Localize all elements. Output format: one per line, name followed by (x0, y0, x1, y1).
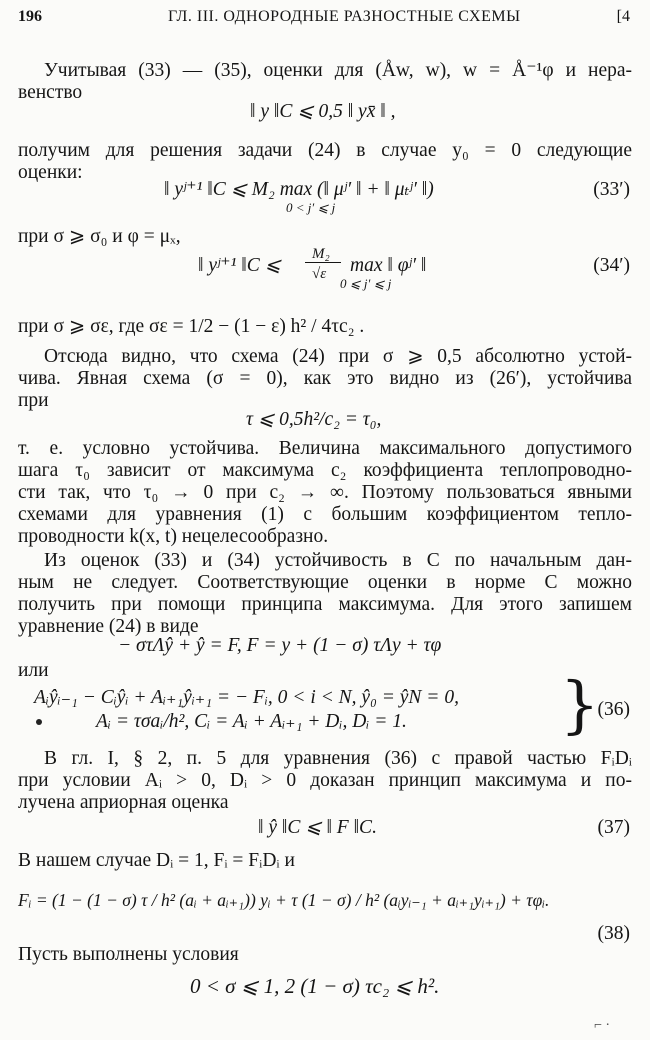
equation-34-prime-subscript: 0 ⩽ j′ ⩽ j (340, 276, 392, 291)
equation-38: Fᵢ = (1 − (1 − σ) τ / h² (aᵢ + aᵢ₊₁)) yᵢ + τ (1 − σ) / h² (aᵢyᵢ₋₁ + aᵢ₊₁yᵢ₊₁) + τφᵢ. (18, 890, 550, 910)
equation-tau: τ ⩽ 0,5h²/c₂ = τ₀, (246, 409, 382, 430)
equation-33-prime-subscript: 0 < j′ ⩽ j (286, 200, 336, 215)
equation-number: (33′) (593, 179, 630, 200)
text-line: Отсюда видно, что схема (24) при σ ⩾ 0,5 абсолютно устой- (44, 346, 632, 367)
text-line: при условии Aᵢ > 0, Dᵢ > 0 доказан принцип максимума и по- (18, 770, 632, 791)
text-line: сти так, что τ₀ → 0 при c₂ → ∞. Поэтому пользоваться явными (18, 482, 632, 503)
text-line: при σ ⩾ σ₀ и φ = μₓ, (18, 226, 181, 247)
text-line: или (18, 660, 49, 681)
equation-34-prime-frac-num: M₂ (312, 246, 330, 262)
text-line: при (18, 390, 49, 411)
equation-number: (36) (597, 699, 630, 720)
text-line: шага τ₀ зависит от максимума c₂ коэффициента теплопроводно- (18, 460, 632, 481)
equation-37: ‖ ŷ ‖C ⩽ ‖ F ‖C. (258, 817, 377, 838)
ink-speck: ⌐ · (594, 1018, 611, 1033)
text-line: чива. Явная схема (σ = 0), как это видно из (26′), устойчива (18, 368, 632, 389)
text-line: В нашем случае Dᵢ = 1, Fᵢ = FᵢDᵢ и (18, 850, 295, 871)
ink-dot (36, 719, 42, 725)
equation-36-line-1: Aᵢŷᵢ₋₁ − Cᵢŷᵢ + Aᵢ₊₁ŷᵢ₊₁ = − Fᵢ, 0 < i < N, ŷ₀ = ŷN = 0, (34, 687, 459, 708)
section-number: [4 (616, 8, 630, 25)
equation-33-prime: ‖ yʲ⁺¹ ‖C ⩽ M₂ max (‖ μʲ′ ‖ + ‖ μₜʲ′ ‖) (164, 179, 434, 200)
equation-norm-y: ‖ y ‖C ⩽ 0,5 ‖ yx̄ ‖ , (250, 101, 396, 122)
text-line: проводности k(x, t) нецелесообразно. (18, 526, 329, 547)
text-line: венство (18, 82, 83, 103)
text-line: оценки: (18, 162, 83, 183)
text-line: схемами для уравнения (1) с большим коэффициентом тепло- (18, 504, 632, 525)
text-line: Из оценок (33) и (34) устойчивость в C по начальным дан- (44, 550, 632, 571)
equation-number: (37) (597, 817, 630, 838)
equation-34-prime-rhs: max ‖ φʲ′ ‖ (350, 255, 427, 276)
text-line: получим для решения задачи (24) в случае y₀ = 0 следующие (18, 140, 632, 161)
equation-36-line-2: Aᵢ = τσaᵢ/h², Cᵢ = Aᵢ + Aᵢ₊₁ + Dᵢ, Dᵢ = 1. (96, 711, 407, 732)
equation-34-prime-lhs: ‖ yʲ⁺¹ ‖C ⩽ (198, 255, 281, 276)
equation-number: (34′) (593, 255, 630, 276)
equation-number: (38) (597, 923, 630, 944)
page-number: 196 (18, 8, 42, 25)
equation-34-prime-frac-den: √ε (312, 266, 327, 282)
text-line: уравнение (24) в виде (18, 616, 199, 637)
equation-conditions: 0 < σ ⩽ 1, 2 (1 − σ) τc₂ ⩽ h². (190, 974, 440, 998)
text-line: при σ ⩾ σε, где σε = 1/2 − (1 − ε) h² / 4τc₂ . (18, 316, 365, 337)
text-line: т. е. условно устойчива. Величина максимального допустимого (18, 438, 632, 459)
text-line: лучена априорная оценка (18, 792, 229, 813)
equation-scheme: − στΛŷ + ŷ = F, F = y + (1 − σ) τΛy + τφ (118, 635, 442, 656)
text-line: В гл. I, § 2, п. 5 для уравнения (36) с правой частью FᵢDᵢ (44, 748, 632, 769)
running-title: ГЛ. III. ОДНОРОДНЫЕ РАЗНОСТНЫЕ СХЕМЫ (168, 8, 521, 25)
text-line: Пусть выполнены условия (18, 944, 239, 965)
text-line: Учитывая (33) — (35), оценки для (Åw, w), w = Å⁻¹φ и нера- (44, 60, 632, 81)
text-line: ным не следует. Соответствующие оценки в норме C можно (18, 572, 632, 593)
brace: } (560, 668, 600, 741)
text-line: получить при помощи принципа максимума. Для этого запишем (18, 594, 632, 615)
